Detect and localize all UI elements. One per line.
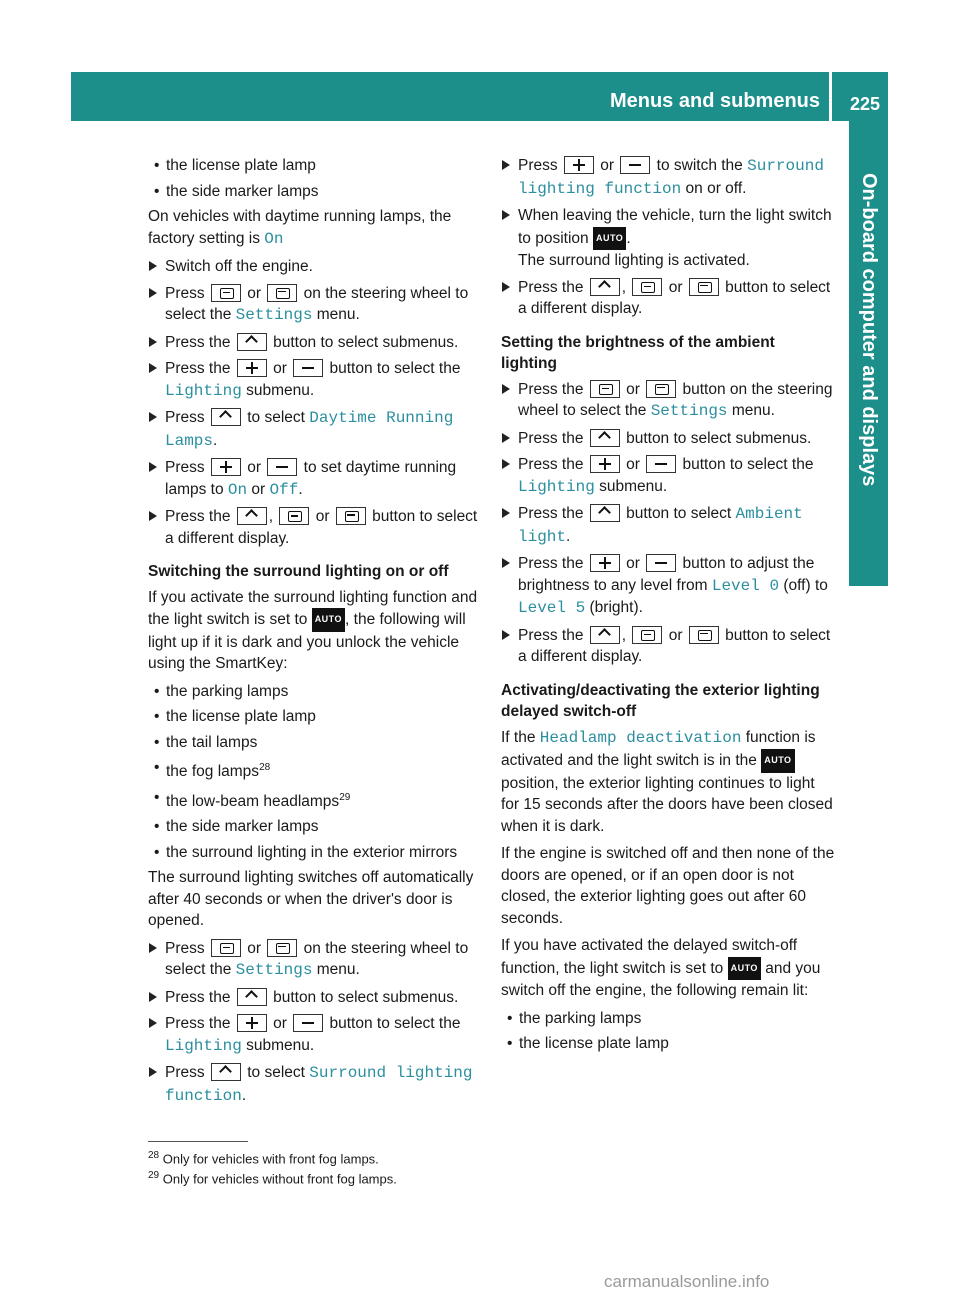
footnote-divider <box>148 1141 248 1142</box>
back-button-icon <box>590 380 620 398</box>
step: Press the , or button to select a different display. <box>148 506 482 549</box>
paragraph: If you activate the surround lighting function and the light switch is set to AUTO , the following will light up if it is dark and you unlock the vehicle using the SmartKey: <box>148 588 478 672</box>
section-heading: Switching the surround lighting on or off <box>148 563 449 580</box>
up-arrow-button-icon <box>211 1063 241 1081</box>
section-title: Menus and submenus <box>609 90 820 112</box>
watermark: carmanualsonline.info <box>604 1272 770 1291</box>
plus-button-icon <box>237 359 267 377</box>
chapter-title: On-board computer and displays <box>858 173 880 487</box>
footnote: $^{28}$ Only for vehicles with front fog lamps. <box>148 1150 379 1167</box>
step: Press or to switch the Surround lighting function on or off. <box>501 155 835 200</box>
step: Press the , or button to select a different display. <box>501 277 835 320</box>
plus-button-icon <box>564 156 594 174</box>
paragraph: If the engine is switched off and then none of the doors are opened, or if an open door is not closed, the exterior lighting goes out after 60 seconds. <box>501 845 835 927</box>
list-item: • the parking lamps <box>148 681 482 703</box>
page-number: 225 <box>849 94 880 114</box>
plus-button-icon <box>590 554 620 572</box>
back-button-icon <box>632 626 662 644</box>
up-arrow-button-icon <box>590 504 620 522</box>
auto-switch-icon: AUTO <box>593 227 626 251</box>
step: Press to select Daytime Running Lamps. <box>148 407 482 452</box>
step: Press the or button to select the Lighting submenu. <box>148 358 482 402</box>
back-button-icon <box>211 284 241 302</box>
forward-button-icon <box>336 507 366 525</box>
paragraph: On vehicles with daytime running lamps, the factory setting is On <box>148 208 452 248</box>
list-item: • the fog lamps$^{28}$ <box>148 757 482 783</box>
list-item: • the license plate lamp <box>501 1033 835 1055</box>
paragraph: If the Headlamp deactivation function is activated and the light switch is in the AUTO position, the exterior lighting continues to light for 15 seconds after the doors have been closed when it is dark. <box>501 728 833 835</box>
paragraph: The surround lighting switches off automatically after 40 seconds or when the driver's door is opened. <box>148 869 474 930</box>
step: Press the or button to adjust the brightness to any level from Level 0 (off) to Level 5 (bright). <box>501 553 835 620</box>
up-arrow-button-icon <box>237 507 267 525</box>
step: Press or on the steering wheel to select the Settings menu. <box>148 283 482 327</box>
page-header <box>71 72 888 121</box>
step: Press the or button to select the Lighting submenu. <box>148 1013 482 1057</box>
up-arrow-button-icon <box>590 278 620 296</box>
step: Press or on the steering wheel to select the Settings menu. <box>148 938 482 982</box>
auto-switch-icon: AUTO <box>761 749 794 773</box>
list-item: • the side marker lamps <box>148 181 482 203</box>
up-arrow-button-icon <box>237 333 267 351</box>
left-column <box>148 155 482 1112</box>
step: Press the button to select submenus. <box>501 428 835 450</box>
list-item: • the side marker lamps <box>148 816 482 838</box>
forward-button-icon <box>646 380 676 398</box>
minus-button-icon <box>646 554 676 572</box>
step: Press the or button on the steering wheel to select the Settings menu. <box>501 379 835 423</box>
forward-button-icon <box>689 278 719 296</box>
paragraph: If you have activated the delayed switch-off function, the light switch is set to AUTO and you switch off the engine, the following remain lit: <box>501 937 821 999</box>
section-heading: Activating/deactivating the exterior lighting delayed switch-off <box>501 681 820 720</box>
section-heading: Setting the brightness of the ambient lighting <box>501 333 775 372</box>
minus-button-icon <box>293 1014 323 1032</box>
up-arrow-button-icon <box>590 626 620 644</box>
back-button-icon <box>279 507 309 525</box>
back-button-icon <box>632 278 662 296</box>
step: Press the button to select submenus. <box>148 987 482 1009</box>
header-separator <box>829 72 832 121</box>
forward-button-icon <box>267 939 297 957</box>
plus-button-icon <box>211 458 241 476</box>
up-arrow-button-icon <box>590 429 620 447</box>
minus-button-icon <box>646 455 676 473</box>
list-item: • the tail lamps <box>148 732 482 754</box>
list-item: • the license plate lamp <box>148 155 482 177</box>
minus-button-icon <box>267 458 297 476</box>
plus-button-icon <box>237 1014 267 1032</box>
forward-button-icon <box>689 626 719 644</box>
step: Press or to set daytime running lamps to On or Off. <box>148 457 482 501</box>
forward-button-icon <box>267 284 297 302</box>
chapter-tab <box>849 121 888 586</box>
step: When leaving the vehicle, turn the light switch to position AUTO . The surround lighting is activated. <box>501 205 835 272</box>
auto-switch-icon: AUTO <box>728 957 761 981</box>
minus-button-icon <box>293 359 323 377</box>
back-button-icon <box>211 939 241 957</box>
list-item: • the parking lamps <box>501 1008 835 1030</box>
footnote: $^{29}$ Only for vehicles without front fog lamps. <box>148 1170 397 1187</box>
up-arrow-button-icon <box>237 988 267 1006</box>
step: Press to select Surround lighting function. <box>148 1062 482 1107</box>
list-item: • the license plate lamp <box>148 706 482 728</box>
list-item: • the low-beam headlamps$^{29}$ <box>148 787 482 813</box>
step: Press the button to select Ambient light. <box>501 503 835 548</box>
list-item: • the surround lighting in the exterior mirrors <box>148 842 482 864</box>
minus-button-icon <box>620 156 650 174</box>
step: Press the or button to select the Lighting submenu. <box>501 454 835 498</box>
auto-switch-icon: AUTO <box>312 608 345 632</box>
step: Press the , or button to select a different display. <box>501 625 835 668</box>
up-arrow-button-icon <box>211 408 241 426</box>
step: Press the button to select submenus. <box>148 332 482 354</box>
step: Switch off the engine. <box>148 256 482 278</box>
right-column <box>501 155 835 1059</box>
plus-button-icon <box>590 455 620 473</box>
